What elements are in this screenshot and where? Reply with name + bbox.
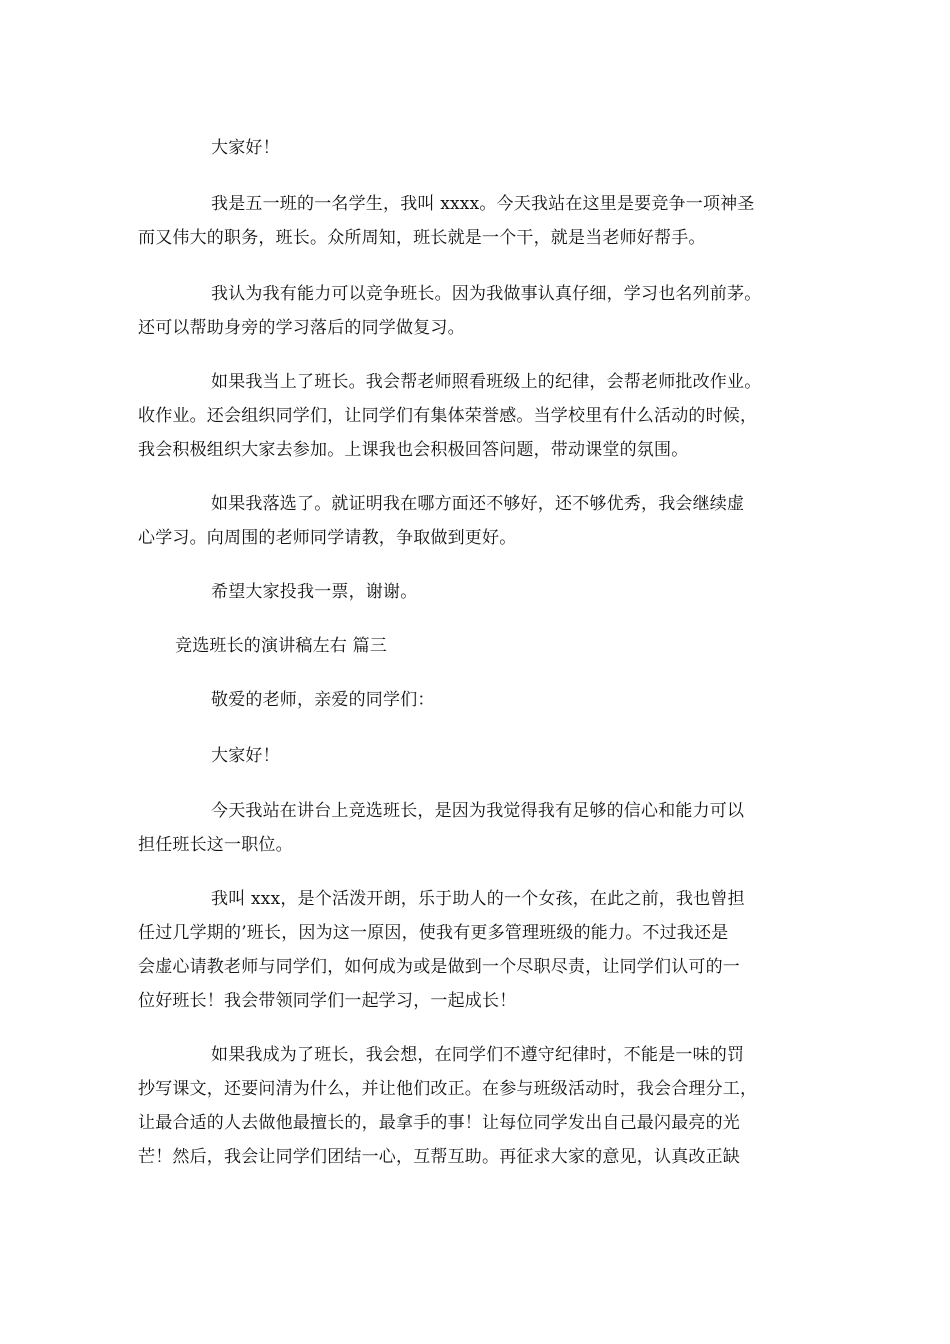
paragraph-line: 我叫 xxx，是个活泼开朗，乐于助人的一个女孩，在此之前，我也曾担 xyxy=(211,889,745,909)
section-heading: 竞选班长的演讲稿左右 篇三 xyxy=(175,636,388,656)
paragraph-line: 收作业。还会组织同学们，让同学们有集体荣誉感。当学校里有什么活动的时候， xyxy=(138,406,758,426)
paragraph-line: 抄写课文，还要问清为什么，并让他们改正。在参与班级活动时，我会合理分工， xyxy=(138,1079,758,1099)
greeting-line: 大家好！ xyxy=(211,138,280,158)
paragraph-line: 而又伟大的职务，班长。众所周知，班长就是一个干，就是当老师好帮手。 xyxy=(138,228,706,248)
paragraph-line: 我是五一班的一名学生，我叫 xxxx。今天我站在这里是要竞争一项神圣 xyxy=(211,194,755,214)
paragraph-line: 任过几学期的’班长，因为这一原因，使我有更多管理班级的能力。不过我还是 xyxy=(138,923,729,943)
paragraph-line: 让最合适的人去做他最擅长的，最拿手的事！让每位同学发出自己最闪最亮的光 xyxy=(138,1113,740,1133)
paragraph-line: 心学习。向周围的老师同学请教，争取做到更好。 xyxy=(138,528,517,548)
paragraph-line: 我会积极组织大家去参加。上课我也会积极回答问题，带动课堂的氛围。 xyxy=(138,440,689,460)
paragraph-line: 今天我站在讲台上竞选班长，是因为我觉得我有足够的信心和能力可以 xyxy=(211,801,745,821)
salutation-line: 敬爱的老师，亲爱的同学们： xyxy=(211,690,435,710)
greeting-line: 大家好！ xyxy=(211,746,280,766)
paragraph-line: 希望大家投我一票，谢谢。 xyxy=(211,582,418,602)
paragraph-line: 如果我成为了班长，我会想，在同学们不遵守纪律时，不能是一味的罚 xyxy=(211,1045,745,1065)
paragraph-line: 位好班长！我会带领同学们一起学习，一起成长！ xyxy=(138,991,517,1011)
paragraph-line: 担任班长这一职位。 xyxy=(138,835,293,855)
paragraph-line: 芒！然后，我会让同学们团结一心，互帮互助。再征求大家的意见，认真改正缺 xyxy=(138,1147,740,1167)
paragraph-line: 我认为我有能力可以竞争班长。因为我做事认真仔细，学习也名列前茅。 xyxy=(211,284,762,304)
paragraph-line: 如果我落选了。就证明我在哪方面还不够好，还不够优秀，我会继续虚 xyxy=(211,494,745,514)
paragraph-line: 会虚心请教老师与同学们，如何成为或是做到一个尽职尽责，让同学们认可的一 xyxy=(138,957,740,977)
paragraph-line: 如果我当上了班长。我会帮老师照看班级上的纪律，会帮老师批改作业。 xyxy=(211,372,762,392)
paragraph-line: 还可以帮助身旁的学习落后的同学做复习。 xyxy=(138,318,465,338)
